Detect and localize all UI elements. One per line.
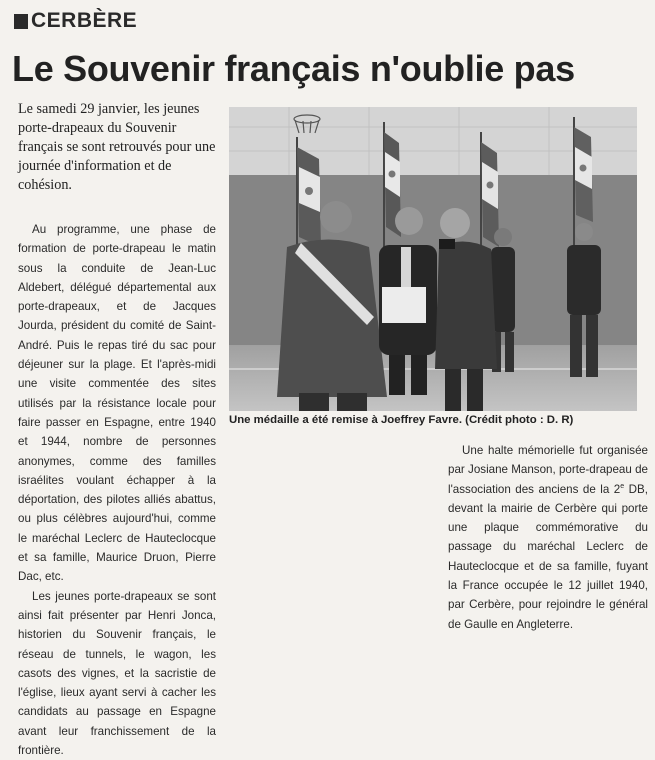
photo-caption: Une médaille a été remise à Joeffrey Favre. (Crédit photo : D. R) xyxy=(229,414,574,426)
lead-paragraph: Le samedi 29 janvier, les jeunes porte-drapeaux du Souvenir français se sont retrouvés pour une journée d'information et de cohésion. xyxy=(18,101,216,193)
body-paragraph-3-part-b: DB, devant la mairie de Cerbère qui porte une plaque commémorative du passage du maréchal Leclerc de Hauteclocque et de sa famille, fuyant la France occupée le 12 juillet 1940, par Cerbère, pour rejoindre le général de Gaulle en Angleterre. xyxy=(448,482,648,631)
body-paragraph-3-part-a: Une halte mémorielle fut organisée par Josiane Manson, porte-drapeau de l'association des anciens de la 2 xyxy=(448,444,648,496)
section-kicker xyxy=(14,8,137,34)
superscript-e: e xyxy=(620,482,625,490)
headline: Le Souvenir français n'oublie pas xyxy=(12,48,575,89)
body-paragraph-1: Au programme, une phase de formation de porte-drapeau le matin sous la conduite de Jean-Luc Aldebert, délégué départemental aux porte-drapeaux, et de Jacques Jourda, président du comité de Saint-André. Puis le repas tiré du sac pour déjeuner sur la plage. Et l'après-midi une visite commentée des sites utilisés par la résistance locale pour faire passer en Espagne, entre 1940 et 1944, nombre de personnes anonymes, comme des familles israélites voulant échapper à la déportation, des pilotes alliés abattus, ou plus célèbres aujourd'hui, comme le maréchal Leclerc de Hauteclocque et sa famille, Maurice Druon, Pierre Dac, etc. xyxy=(18,223,216,584)
body-column-1 xyxy=(18,220,216,760)
body-paragraph-2: Les jeunes porte-drapeaux se sont ainsi fait présenter par Henri Jonca, historien du Souvenir français, le réseau de tunnels, le wagon, les casots des vignes, et la sacristie de l'église, lieux ayant servi à cacher les candidats au passage en Espagne avant leur franchissement de la frontière. xyxy=(18,589,216,758)
body-paragraph-3 xyxy=(448,441,648,634)
section-square-marker xyxy=(14,14,28,29)
news-photo xyxy=(229,107,637,411)
body-column-3 xyxy=(448,441,648,634)
section-label: CERBÈRE xyxy=(31,9,138,32)
